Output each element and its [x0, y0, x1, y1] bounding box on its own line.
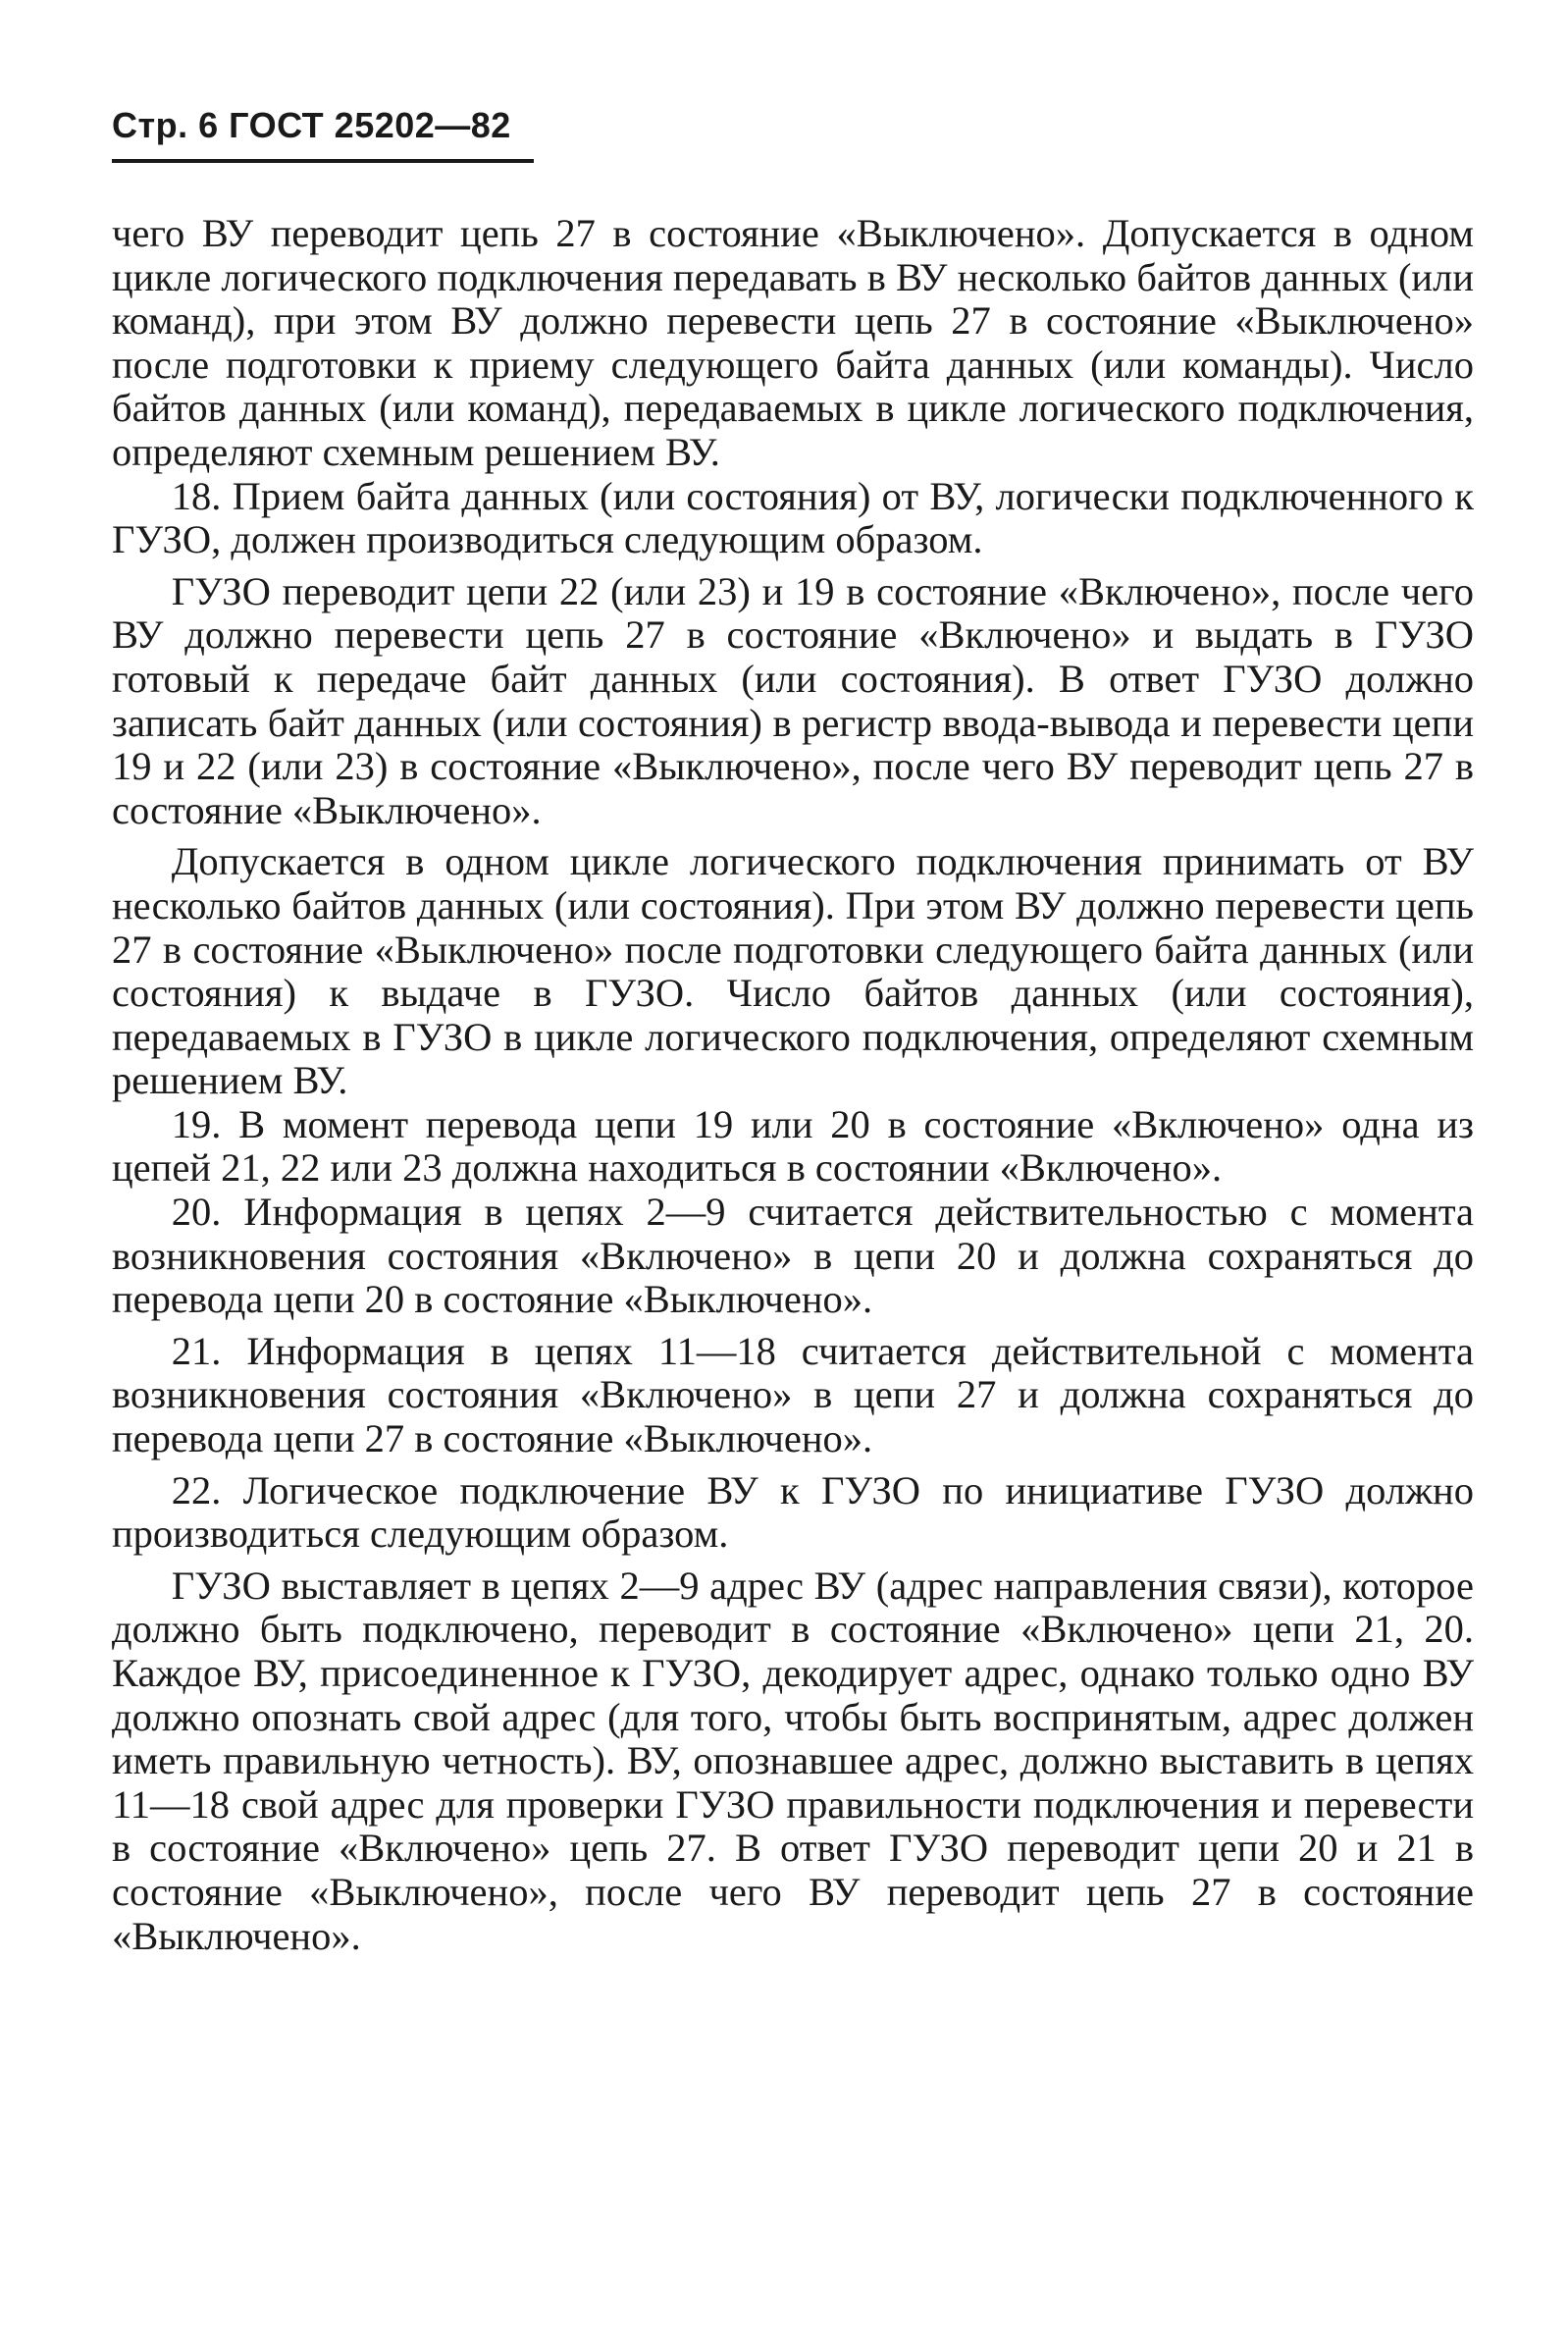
header-rule: [112, 159, 534, 163]
paragraph: 19. В момент перевода цепи 19 или 20 в состояние «Включено» одна из цепей 21, 22 или 23 должна находиться в состоянии «Включено».: [112, 1101, 1474, 1191]
paragraph: чего ВУ переводит цепь 27 в состояние «Выключено». Допускается в одном цикле логического подключения передавать в ВУ несколько байтов данных (или команд), при этом ВУ должно перевести цепь 27 в состояние «Выключено» после подготовки к приему следующего байта данных (или команды). Число байтов данных (или команд), передаваемых в цикле логического подключения, определяют схемным решением ВУ.: [112, 211, 1474, 474]
paragraph: 20. Информация в цепях 2—9 считается действительностью с момента возникновения состояния «Включено» в цепи 20 и должна сохраняться до перевода цепи 20 в состояние «Выключено».: [112, 1190, 1474, 1322]
document-page: [112, 102, 1474, 1958]
paragraph: ГУЗО выставляет в цепях 2—9 адрес ВУ (адрес направления связи), которое должно быть подключено, переводит в состояние «Включено» цепи 21, 20. Каждое ВУ, присоединенное к ГУЗО, декодирует адрес, однако только одно ВУ должно опознать свой адрес (для того, чтобы быть воспринятым, адрес должен иметь правильную четность). ВУ, опознавшее адрес, должно выставить в цепях 11—18 свой адрес для проверки ГУЗО правильности подключения и перевести в состояние «Включено» цепь 27. В ответ ГУЗО переводит цепи 20 и 21 в состояние «Выключено», после чего ВУ переводит цепь 27 в состояние «Выключено».: [112, 1563, 1474, 1958]
paragraph: 21. Информация в цепях 11—18 считается действительной с момента возникновения состояния «Включено» в цепи 27 и должна сохраняться до перевода цепи 27 в состояние «Выключено».: [112, 1328, 1474, 1461]
document-body: [112, 212, 1474, 1958]
page-header: Стр. 6 ГОСТ 25202—82: [112, 105, 511, 145]
paragraph: 18. Прием байта данных (или состояния) от ВУ, логически подключенного к ГУЗО, должен производиться следующим образом.: [112, 473, 1474, 562]
paragraph: Допускается в одном цикле логического подключения принимать от ВУ несколько байтов данных (или состояния). При этом ВУ должно перевести цепь 27 в состояние «Выключено» после подготовки следующего байта данных (или состояния) к выдаче в ГУЗО. Число байтов данных (или состояния), передаваемых в ГУЗО в цикле логического подключения, определяют схемным решением ВУ.: [112, 839, 1474, 1103]
paragraph: ГУЗО переводит цепи 22 (или 23) и 19 в состояние «Включено», после чего ВУ должно перевести цепь 27 в состояние «Включено» и выдать в ГУЗО готовый к передаче байт данных (или состояния). В ответ ГУЗО должно записать байт данных (или состояния) в регистр ввода-вывода и перевести цепи 19 и 22 (или 23) в состояние «Выключено», после чего ВУ переводит цепь 27 в состояние «Выключено».: [112, 568, 1474, 832]
paragraph: 22. Логическое подключение ВУ к ГУЗО по инициативе ГУЗО должно производиться следующим образом.: [112, 1467, 1474, 1557]
